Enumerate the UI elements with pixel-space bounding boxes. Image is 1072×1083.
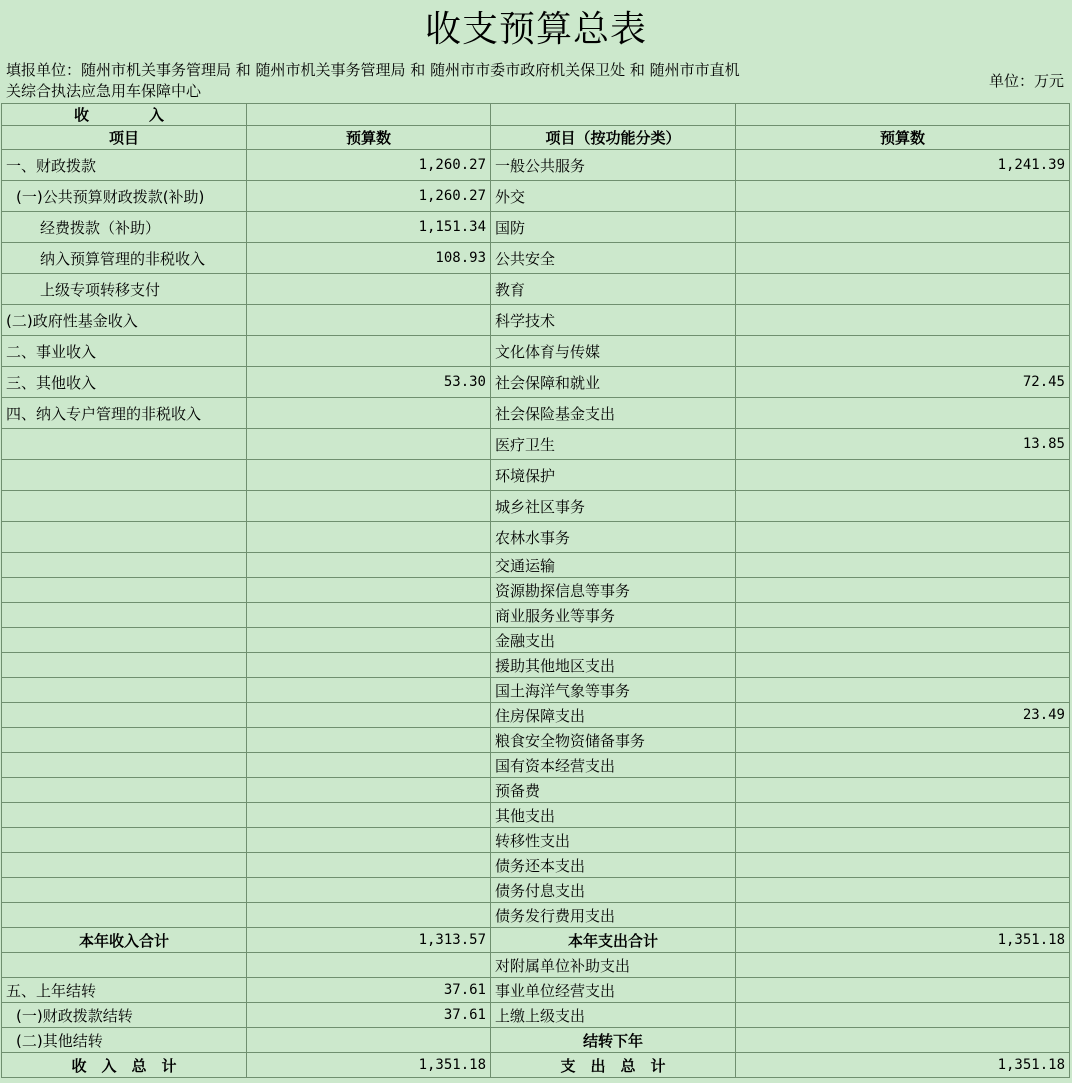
table-row: [2, 678, 1070, 703]
page-title: 收支预算总表: [424, 9, 647, 50]
expense-item-cell: 转移性支出: [491, 828, 736, 853]
expense-budget-cell: [736, 243, 1070, 274]
income-item-cell: (二)其他结转: [2, 1028, 247, 1053]
table-row: [2, 753, 1070, 778]
expense-item-cell: 金融支出: [491, 628, 736, 653]
expense-budget-cell: [736, 903, 1070, 928]
table-row: [2, 653, 1070, 678]
table-row: [2, 828, 1070, 853]
expense-budget-cell: [736, 1028, 1070, 1053]
expense-budget-cell: [736, 628, 1070, 653]
expense-item-cell: 交通运输: [491, 553, 736, 578]
table-row: [2, 367, 1070, 398]
expense-item-cell: 国有资本经营支出: [491, 753, 736, 778]
expense-budget-cell: 23.49: [736, 703, 1070, 728]
income-budget-cell: [247, 305, 491, 336]
income-budget-cell: 1,260.27: [247, 150, 491, 181]
expense-budget-cell: 1,241.39: [736, 150, 1070, 181]
income-item-cell: 收 入 总 计: [2, 1053, 247, 1078]
header-empty: [247, 104, 491, 126]
expense-budget-cell: [736, 878, 1070, 903]
income-budget-cell: [247, 460, 491, 491]
expense-budget-cell: 1,351.18: [736, 928, 1070, 953]
table-row: [2, 181, 1070, 212]
income-budget-cell: [247, 703, 491, 728]
income-budget-cell: 37.61: [247, 978, 491, 1003]
income-budget-cell: [247, 653, 491, 678]
expense-budget-cell: 72.45: [736, 367, 1070, 398]
income-item-cell: [2, 703, 247, 728]
table-row: [2, 1028, 1070, 1053]
expense-item-cell: 公共安全: [491, 243, 736, 274]
table-row: [2, 878, 1070, 903]
expense-item-cell: 上缴上级支出: [491, 1003, 736, 1028]
income-budget-cell: [247, 603, 491, 628]
expense-budget-cell: [736, 853, 1070, 878]
expense-budget-cell: [736, 778, 1070, 803]
expense-budget-cell: [736, 603, 1070, 628]
expense-item-cell: 科学技术: [491, 305, 736, 336]
budget-table: [1, 103, 1070, 1078]
table-row: [2, 603, 1070, 628]
expense-budget-cell: [736, 274, 1070, 305]
expense-item-cell: 结转下年: [491, 1028, 736, 1053]
expense-budget-cell: [736, 398, 1070, 429]
income-budget-cell: 1,313.57: [247, 928, 491, 953]
income-budget-cell: 37.61: [247, 1003, 491, 1028]
expense-item-cell: 粮食安全物资储备事务: [491, 728, 736, 753]
expense-item-cell: 援助其他地区支出: [491, 653, 736, 678]
income-budget-cell: [247, 522, 491, 553]
expense-item-cell: 其他支出: [491, 803, 736, 828]
table-row: [2, 578, 1070, 603]
table-row: [2, 703, 1070, 728]
expense-budget-cell: [736, 978, 1070, 1003]
income-item-cell: [2, 429, 247, 460]
expense-item-cell: 资源勘探信息等事务: [491, 578, 736, 603]
income-budget-cell: [247, 336, 491, 367]
income-item-cell: [2, 628, 247, 653]
expense-item-cell: 债务发行费用支出: [491, 903, 736, 928]
expense-budget-cell: [736, 828, 1070, 853]
income-item-cell: [2, 522, 247, 553]
table-row: [2, 553, 1070, 578]
income-item-cell: 四、纳入专户管理的非税收入: [2, 398, 247, 429]
expense-item-cell: 文化体育与传媒: [491, 336, 736, 367]
table-row: [2, 212, 1070, 243]
table-row: [2, 853, 1070, 878]
income-item-cell: 一、财政拨款: [2, 150, 247, 181]
expense-budget-cell: [736, 181, 1070, 212]
expense-item-cell: 国防: [491, 212, 736, 243]
header-group-row: [2, 104, 1070, 126]
expense-item-cell: 事业单位经营支出: [491, 978, 736, 1003]
income-item-cell: [2, 753, 247, 778]
income-budget-cell: [247, 878, 491, 903]
expense-item-cell: 债务付息支出: [491, 878, 736, 903]
expense-item-cell: 农林水事务: [491, 522, 736, 553]
income-item-cell: 本年收入合计: [2, 928, 247, 953]
table-row: [2, 803, 1070, 828]
expense-budget-cell: [736, 522, 1070, 553]
income-item-cell: 三、其他收入: [2, 367, 247, 398]
income-budget-cell: 1,351.18: [247, 1053, 491, 1078]
income-item-cell: 二、事业收入: [2, 336, 247, 367]
income-budget-cell: [247, 803, 491, 828]
table-row: [2, 491, 1070, 522]
income-budget-cell: [247, 1028, 491, 1053]
expense-item-cell: 支 出 总 计: [491, 1053, 736, 1078]
table-row: [2, 398, 1070, 429]
income-item-cell: 上级专项转移支付: [2, 274, 247, 305]
expense-budget-cell: [736, 460, 1070, 491]
expense-budget-cell: [736, 953, 1070, 978]
expense-item-cell: 国土海洋气象等事务: [491, 678, 736, 703]
income-budget-cell: [247, 753, 491, 778]
income-budget-cell: [247, 728, 491, 753]
expense-budget-cell: [736, 212, 1070, 243]
expense-item-cell: 住房保障支出: [491, 703, 736, 728]
table-row: [2, 1003, 1070, 1028]
table-row: [2, 429, 1070, 460]
header-empty: [491, 104, 736, 126]
expense-budget-cell: [736, 305, 1070, 336]
income-budget-cell: 53.30: [247, 367, 491, 398]
expense-budget-cell: 1,351.18: [736, 1053, 1070, 1078]
expense-budget-cell: [736, 728, 1070, 753]
table-row: [2, 1053, 1070, 1078]
income-budget-cell: [247, 778, 491, 803]
expense-item-header: 项目（按功能分类）: [491, 126, 736, 150]
income-budget-cell: [247, 274, 491, 305]
expense-budget-cell: [736, 803, 1070, 828]
income-item-cell: [2, 460, 247, 491]
income-item-cell: [2, 578, 247, 603]
income-budget-cell: 1,260.27: [247, 181, 491, 212]
expense-budget-cell: [736, 578, 1070, 603]
table-row: [2, 903, 1070, 928]
income-budget-cell: [247, 553, 491, 578]
expense-item-cell: 医疗卫生: [491, 429, 736, 460]
income-item-cell: [2, 653, 247, 678]
income-budget-cell: [247, 398, 491, 429]
income-item-cell: [2, 553, 247, 578]
income-budget-cell: [247, 903, 491, 928]
table-row: [2, 953, 1070, 978]
income-item-cell: [2, 903, 247, 928]
income-item-cell: 五、上年结转: [2, 978, 247, 1003]
table-row: [2, 274, 1070, 305]
income-budget-cell: [247, 953, 491, 978]
header-empty: [736, 104, 1070, 126]
income-budget-cell: [247, 429, 491, 460]
income-budget-cell: 1,151.34: [247, 212, 491, 243]
expense-budget-cell: [736, 336, 1070, 367]
expense-budget-cell: [736, 653, 1070, 678]
income-item-cell: [2, 678, 247, 703]
expense-budget-cell: [736, 491, 1070, 522]
expense-budget-cell: [736, 1003, 1070, 1028]
table-row: [2, 978, 1070, 1003]
expense-item-cell: 外交: [491, 181, 736, 212]
income-item-cell: 经费拨款（补助）: [2, 212, 247, 243]
table-row: [2, 336, 1070, 367]
currency-unit: 单位：万元: [988, 72, 1064, 90]
income-item-cell: [2, 803, 247, 828]
income-budget-cell: [247, 491, 491, 522]
income-item-cell: (一)财政拨款结转: [2, 1003, 247, 1028]
expense-budget-cell: 13.85: [736, 429, 1070, 460]
income-item-cell: [2, 953, 247, 978]
income-budget-cell: [247, 678, 491, 703]
income-budget-cell: [247, 828, 491, 853]
income-item-cell: 纳入预算管理的非税收入: [2, 243, 247, 274]
table-row: [2, 460, 1070, 491]
table-row: [2, 305, 1070, 336]
table-row: [2, 928, 1070, 953]
income-budget-cell: [247, 578, 491, 603]
expense-item-cell: 商业服务业等事务: [491, 603, 736, 628]
income-item-cell: [2, 878, 247, 903]
table-row: [2, 728, 1070, 753]
expense-item-cell: 债务还本支出: [491, 853, 736, 878]
income-item-cell: (二)政府性基金收入: [2, 305, 247, 336]
income-budget-cell: [247, 853, 491, 878]
expense-budget-cell: [736, 678, 1070, 703]
expense-item-cell: 对附属单位补助支出: [491, 953, 736, 978]
income-item-cell: [2, 828, 247, 853]
expense-budget-header: 预算数: [736, 126, 1070, 150]
income-item-cell: [2, 778, 247, 803]
table-row: [2, 522, 1070, 553]
income-item-cell: [2, 603, 247, 628]
expense-item-cell: 环境保护: [491, 460, 736, 491]
income-item-cell: [2, 728, 247, 753]
expense-item-cell: 教育: [491, 274, 736, 305]
income-group-header: 收 入: [2, 104, 247, 126]
expense-item-cell: 城乡社区事务: [491, 491, 736, 522]
expense-item-cell: 预备费: [491, 778, 736, 803]
income-item-cell: [2, 853, 247, 878]
income-item-cell: [2, 491, 247, 522]
income-budget-header: 预算数: [247, 126, 491, 150]
expense-item-cell: 一般公共服务: [491, 150, 736, 181]
table-row: [2, 150, 1070, 181]
reporting-unit: 填报单位：随州市机关事务管理局 和 随州市机关事务管理局 和 随州市市委市政府机关保卫处 和 随州市市直机关综合执法应急用车保障中心: [6, 61, 740, 100]
income-budget-cell: 108.93: [247, 243, 491, 274]
table-row: [2, 628, 1070, 653]
expense-budget-cell: [736, 553, 1070, 578]
expense-item-cell: 社会保险基金支出: [491, 398, 736, 429]
expense-item-cell: 本年支出合计: [491, 928, 736, 953]
table-row: [2, 778, 1070, 803]
income-item-cell: (一)公共预算财政拨款(补助): [2, 181, 247, 212]
header-row: [2, 126, 1070, 150]
income-budget-cell: [247, 628, 491, 653]
income-item-header: 项目: [2, 126, 247, 150]
table-row: [2, 243, 1070, 274]
expense-item-cell: 社会保障和就业: [491, 367, 736, 398]
expense-budget-cell: [736, 753, 1070, 778]
